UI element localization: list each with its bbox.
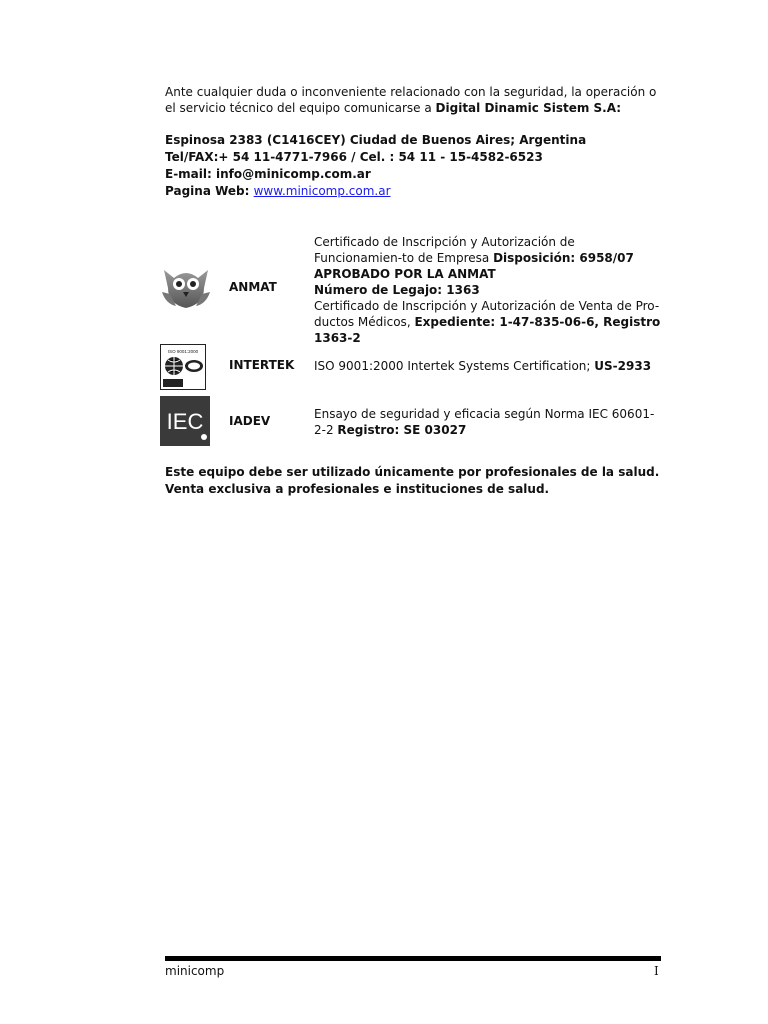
intro-paragraph [165, 84, 661, 116]
org-anmat: ANMAT [229, 280, 277, 294]
iso-certification-icon [160, 344, 206, 394]
anmat-expediente: Expediente: 1-47-835-06-6, Registro 1363-2 [314, 315, 661, 345]
footer-divider [165, 956, 661, 961]
warning-line-1: Este equipo debe ser utilizado únicamente por profesionales de la salud. [165, 465, 660, 479]
email-line: E-mail: info@minicomp.com.ar [165, 167, 371, 181]
anmat-line-2: APROBADO POR LA ANMAT [314, 267, 496, 281]
intertek-description [314, 358, 661, 374]
iec-logo-text: IEC [166, 409, 204, 434]
iadev-description [314, 406, 661, 438]
intertek-line [314, 358, 661, 374]
anmat-description [314, 234, 661, 346]
org-intertek: INTERTEK [229, 358, 295, 372]
iec-logo-icon [160, 396, 210, 450]
intertek-text: ISO 9001:2000 Intertek Systems Certification; [314, 359, 595, 373]
iadev-line [314, 406, 661, 438]
owl-logo-icon [160, 264, 212, 314]
footer-brand: minicomp [165, 964, 225, 978]
iadev-text: Ensayo de seguridad y eficacia según Norma IEC 60601-2-2 [314, 407, 655, 437]
warning-line-2: Venta exclusiva a profesionales e instituciones de salud. [165, 482, 550, 496]
org-iadev: IADEV [229, 414, 271, 428]
anmat-disposicion: Disposición: 6958/07 [493, 251, 634, 265]
phone-line: Tel/FAX:+ 54 11-4771-7966 / Cel. : 54 11 - 15-4582-6523 [165, 150, 543, 164]
anmat-line-4 [314, 298, 661, 346]
iso-seal-text: ISO 9001:2000 [167, 349, 199, 354]
web-line [165, 183, 661, 200]
anmat-line-1-text: Certificado de Inscripción y Autorización de Funcionamien-to de Empresa [314, 235, 575, 265]
intro-text: Ante cualquier duda o inconveniente relacionado con la seguridad, la operación o el servicio técnico del equipo comunicarse a [165, 85, 657, 115]
anmat-line-4-text: Certificado de Inscripción y Autorización de Venta de Pro-ductos Médicos, [314, 299, 660, 329]
warning-block [165, 464, 661, 498]
web-label: Pagina Web: [165, 184, 254, 198]
web-link[interactable]: www.minicomp.com.ar [253, 184, 391, 198]
document-page [165, 84, 661, 496]
company-name: Digital Dinamic Sistem S.A: [435, 101, 622, 115]
address-line: Espinosa 2383 (C1416CEY) Ciudad de Buenos Aires; Argentina [165, 133, 587, 147]
intertek-code: US-2933 [594, 359, 652, 373]
contact-block [165, 132, 661, 200]
iadev-registro: Registro: SE 03027 [337, 423, 467, 437]
anmat-line-1 [314, 234, 661, 266]
anmat-line-3: Número de Legajo: 1363 [314, 283, 480, 297]
footer-page-number: I [654, 964, 659, 978]
